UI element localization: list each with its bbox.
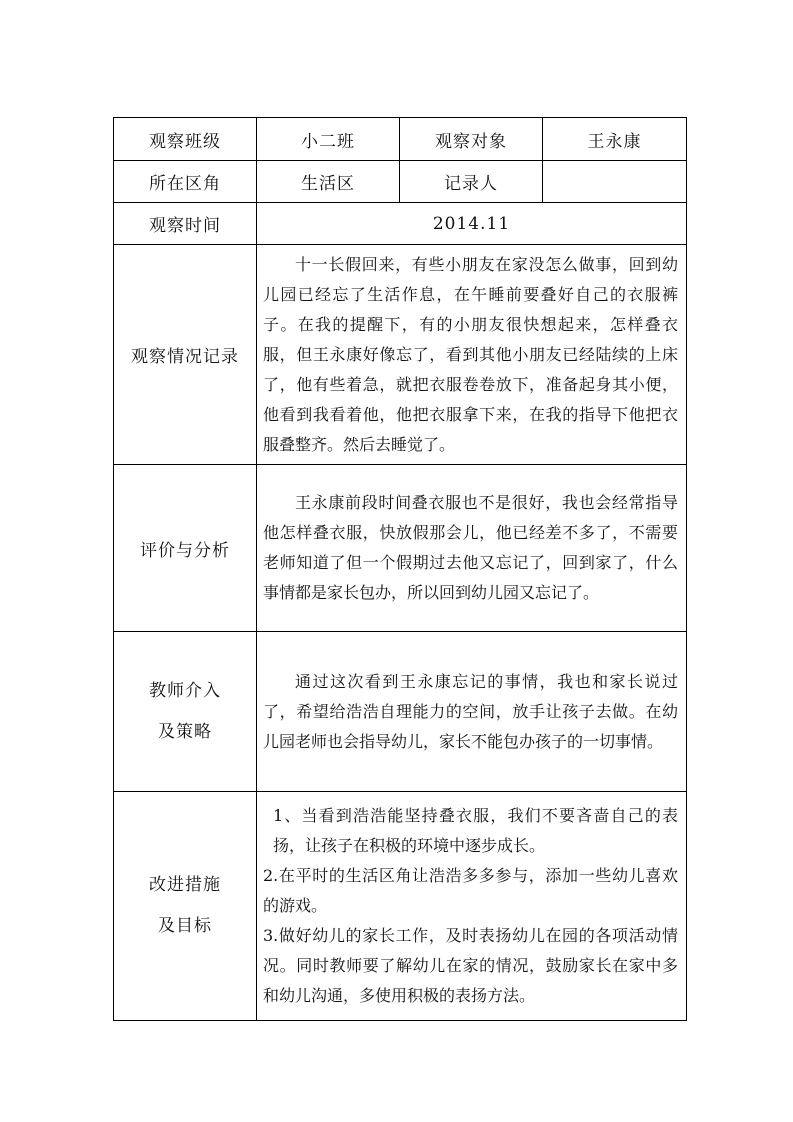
improvement-label-line1: 改进措施	[149, 875, 221, 895]
improvement-item: 2.在平时的生活区角让浩浩多多参与，添加一些幼儿喜欢的游戏。	[263, 866, 678, 915]
subject-label: 观察对象	[400, 118, 543, 161]
improvement-label	[114, 792, 257, 1021]
record-text: 十一长假回来，有些小朋友在家没怎么做事，回到幼儿园已经忘了生活作息，在午睡前要叠好自己的衣服裤子。在我的提醒下，有的小朋友很快想起来，怎样叠衣服，但王永康好像忘了，看到其他小朋友已经陆续的上床了，他有些着急，就把衣服卷卷放下，准备起身其小便，他看到我看着他，他把衣服拿下来，在我的指导下他把衣服叠整齐。然后去睡觉了。	[257, 245, 687, 465]
intervention-label-line2: 及策略	[158, 721, 212, 742]
record-label: 观察情况记录	[114, 245, 257, 465]
row-area	[114, 161, 687, 203]
row-analysis	[114, 465, 687, 632]
improvement-label-line2: 及目标	[158, 916, 212, 936]
recorder-value	[543, 161, 687, 203]
time-label: 观察时间	[114, 203, 257, 245]
time-value: 2014.11	[257, 203, 687, 245]
observation-record-table	[113, 117, 687, 1021]
intervention-text: 通过这次看到王永康忘记的事情，我也和家长说过了，希望给浩浩自理能力的空间，放手让孩子去做。在幼儿园老师也会指导幼儿，家长不能包办孩子的一切事情。	[257, 632, 687, 792]
improvement-item: 3.做好幼儿的家长工作，及时表扬幼儿在园的各项活动情况。同时教师要了解幼儿在家的情况，鼓励家长在家中多和幼儿沟通，多使用积极的表扬方法。	[263, 926, 678, 1005]
improvement-text	[257, 792, 687, 1021]
recorder-label: 记录人	[400, 161, 543, 203]
intervention-label	[114, 632, 257, 792]
row-improvement	[114, 792, 687, 1021]
area-value: 生活区	[257, 161, 400, 203]
class-value: 小二班	[257, 118, 400, 161]
class-label: 观察班级	[114, 118, 257, 161]
row-record	[114, 245, 687, 465]
row-class	[114, 118, 687, 161]
improvement-item: 1、当看到浩浩能坚持叠衣服，我们不要吝啬自己的表扬，让孩子在积极的环境中逐步成长。	[273, 806, 678, 855]
row-time	[114, 203, 687, 245]
row-intervention	[114, 632, 687, 792]
analysis-label: 评价与分析	[114, 465, 257, 632]
subject-value: 王永康	[543, 118, 687, 161]
area-label: 所在区角	[114, 161, 257, 203]
intervention-label-line1: 教师介入	[149, 680, 221, 701]
analysis-text: 王永康前段时间叠衣服也不是很好，我也会经常指导他怎样叠衣服，快放假那会儿，他已经差不多了，不需要老师知道了但一个假期过去他又忘记了，回到家了，什么事情都是家长包办，所以回到幼儿园又忘记了。	[257, 465, 687, 632]
